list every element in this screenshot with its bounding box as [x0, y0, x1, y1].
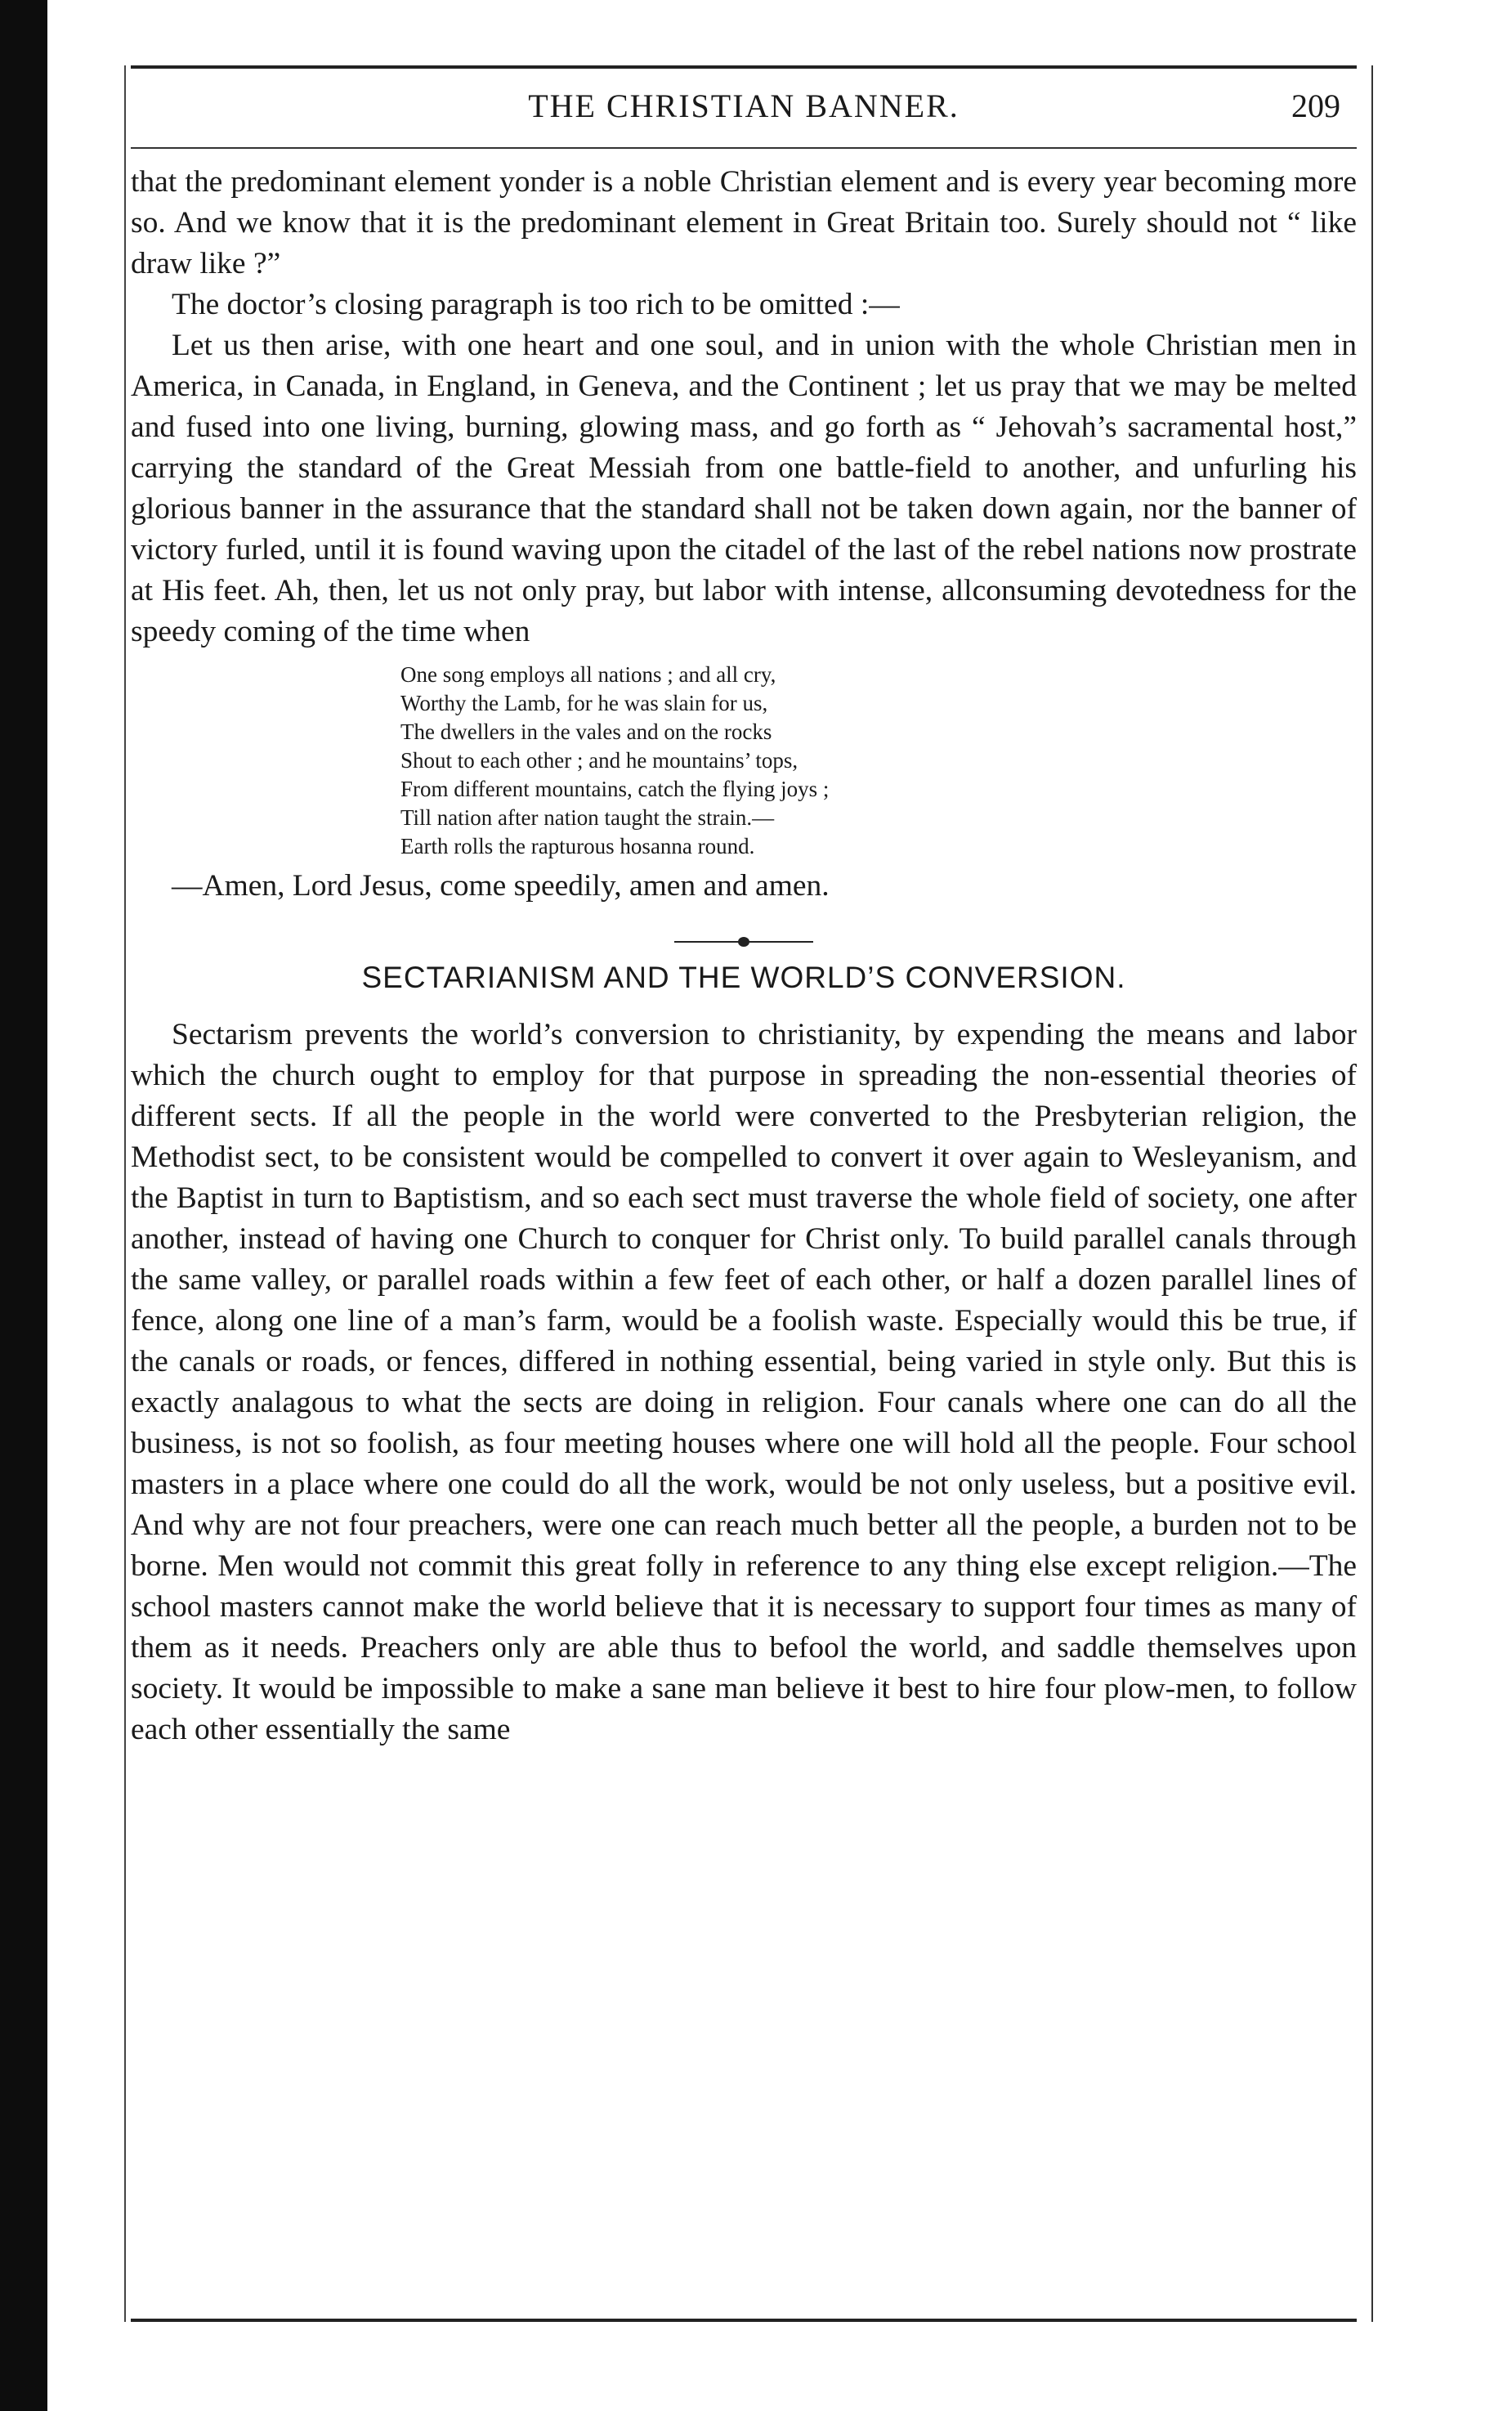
top-rule [131, 65, 1357, 69]
paragraph-intro-quote: The doctor’s closing paragraph is too rich to be omitted :— [172, 288, 900, 321]
section-divider [674, 941, 813, 943]
poem-line: Earth rolls the rapturous hosanna round. [400, 834, 755, 858]
poem-line: Till nation after nation taught the strain.— [400, 805, 775, 830]
poem-line: Shout to each other ; and he mountains’ tops, [400, 748, 798, 773]
poem-line: Worthy the Lamb, for he was slain for us, [400, 691, 768, 715]
poem-block [400, 661, 1357, 861]
journal-title: THE CHRISTIAN BANNER. [528, 87, 960, 124]
poem-line: The dwellers in the vales and on the rocks [400, 719, 772, 744]
scan-binding-edge [0, 0, 47, 2411]
poem-line: From different mountains, catch the flying joys ; [400, 777, 830, 801]
page-frame-right [1371, 65, 1373, 2322]
page [131, 65, 1357, 2322]
section-title: SECTARIANISM AND THE WORLD’S CONVERSION. [361, 961, 1126, 994]
closing-line: —Amen, Lord Jesus, come speedily, amen and amen. [172, 869, 830, 903]
header-rule [131, 147, 1357, 149]
running-header [131, 87, 1357, 144]
divider-ornament [738, 937, 749, 947]
section-body: Sectarism prevents the world’s conversion to christianity, by expending the means and labor which the church ought to employ for that purpose in spreading the non-essential theories of different sects. If all the people in the world were converted to the Presbyterian religion, the Methodist sect, to be consistent would be compelled to convert it over again to Wesleyanism, and the Baptist in turn to Baptistism, and so each sect must traverse the whole field of society, one after another, instead of having one Church to conquer for Christ only. To build parallel canals through the same valley, or parallel roads within a few feet of each other, or half a dozen parallel lines of fence, along one line of a man’s farm, would be a foolish waste. Especially would this be true, if the canals or roads, or fences, differed in nothing essential, being varied in style only. But this is exactly analagous to what the sects are doing in religion. Four canals where one can do all the business, is not so foolish, as four meeting houses where one will hold all the people. Four school masters in a place where one could do all the work, would be not only useless, but a positive evil. And why are not four preachers, were one can reach much better all the people, a burden not to be borne. Men would not commit this great folly in reference to any thing else except religion.—The school masters cannot make the world believe that it is necessary to support four times as many of them as it needs. Preachers only are able thus to befool the world, and saddle themselves upon society. It would be impossible to make a sane man believe it best to hire four plow-men, to follow each other essentially the same [131, 1018, 1357, 1746]
paragraph-continuation: that the predominant element yonder is a noble Christian element and is every year becoming more so. And we know that it is the predominant element in Great Britain too. Surely should not “ like draw like ?” [131, 165, 1357, 280]
article-body [131, 162, 1357, 1750]
poem-line: One song employs all nations ; and all cry, [400, 662, 776, 687]
page-number: 209 [1291, 87, 1340, 124]
page-frame-left [124, 65, 126, 2322]
bottom-rule [131, 2319, 1357, 2322]
paragraph-quotation: Let us then arise, with one heart and one soul, and in union with the whole Christian men in America, in Canada, in England, in Geneva, and the Continent ; let us pray that we may be melted and fused into one living, burning, glowing mass, and go forth as “ Jehovah’s sacramental host,” carrying the standard of the Great Messiah from one battle-field to another, and unfurling his glorious banner in the assurance that the standard shall not be taken down again, nor the banner of victory furled, until it is found waving upon the citadel of the last of the rebel nations now prostrate at His feet. Ah, then, let us not only pray, but labor with intense, allconsuming devotedness for the speedy coming of the time when [131, 329, 1357, 648]
